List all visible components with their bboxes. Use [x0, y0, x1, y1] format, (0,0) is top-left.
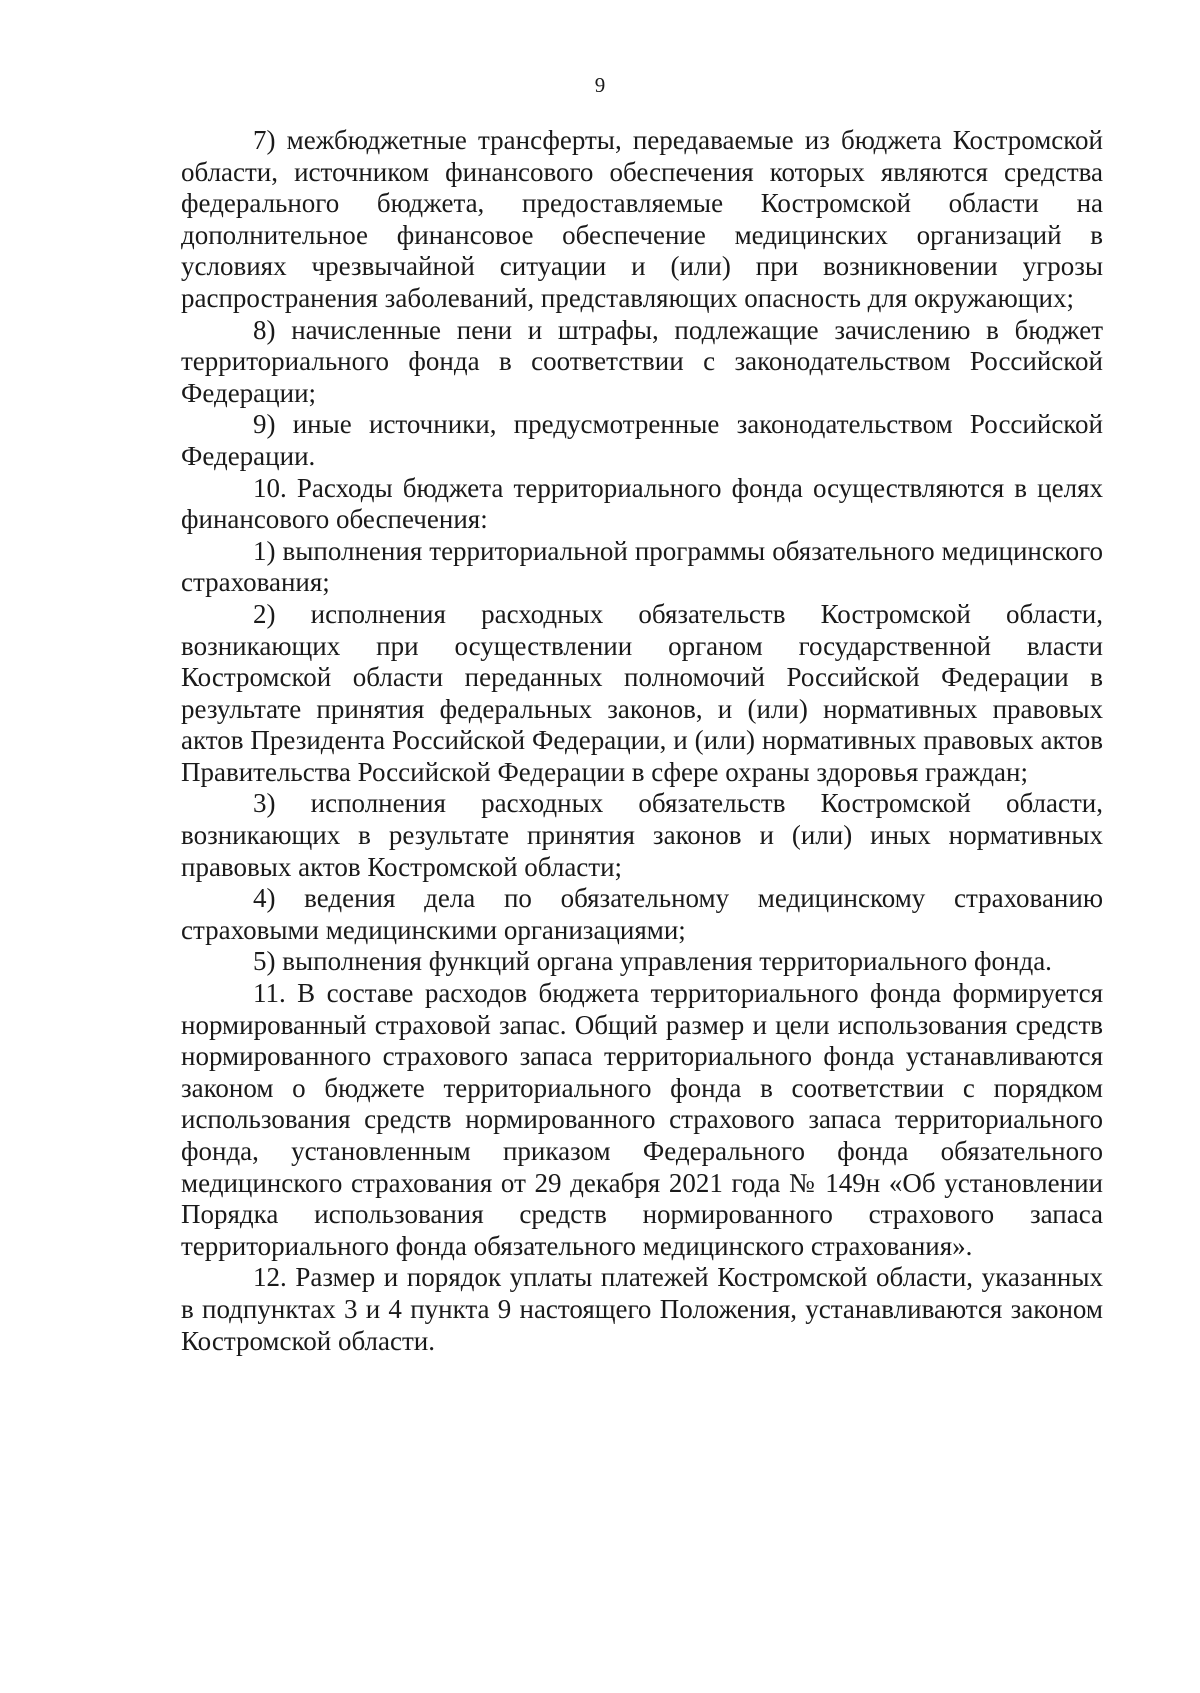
- paragraph-10-3-regional-obligations: 3) исполнения расходных обязательств Костромской области, возникающих в результате принятия законов и (или) иных нормативных правовых актов Костромской области;: [181, 788, 1103, 882]
- paragraph-10-4-insurance-organizations: 4) ведения дела по обязательному медицинскому страхованию страховыми медицинскими организациями;: [181, 883, 1103, 945]
- document-body: [181, 125, 1103, 1357]
- paragraph-7-interbudget-transfers: 7) межбюджетные трансферты, передаваемые из бюджета Костромской области, источником финансового обеспечения которых являются средства федерального бюджета, предоставляемые Костромской области на дополнительное финансовое обеспечение медицинских организаций в условиях чрезвычайной ситуации и (или) при возникновении угрозы распространения заболеваний, представляющих опасность для окружающих;: [181, 125, 1103, 313]
- paragraph-8-penalties-fines: 8) начисленные пени и штрафы, подлежащие зачислению в бюджет территориального фонда в соответствии с законодательством Российской Федерации;: [181, 314, 1103, 408]
- paragraph-10-5-management-functions: 5) выполнения функций органа управления территориального фонда.: [253, 946, 1052, 977]
- paragraph-10-2-federal-powers: 2) исполнения расходных обязательств Костромской области, возникающих при осуществлении органом государственной власти Костромской области переданных полномочий Российской Федерации в результате принятия федеральных законов, и (или) нормативных правовых актов Президента Российской Федерации, и (или) нормативных правовых актов Правительства Российской Федерации в сфере охраны здоровья граждан;: [181, 598, 1103, 787]
- paragraph-12-payments: 12. Размер и порядок уплаты платежей Костромской области, указанных в подпунктах 3 и 4 пункта 9 настоящего Положения, устанавливаются законом Костромской области.: [181, 1262, 1103, 1356]
- paragraph-10-expenses: 10. Расходы бюджета территориального фонда осуществляются в целях финансового обеспечения:: [181, 472, 1103, 535]
- paragraph-9-other-sources: 9) иные источники, предусмотренные законодательством Российской Федерации.: [181, 409, 1103, 471]
- paragraph-10-1-territorial-program: 1) выполнения территориальной программы обязательного медицинского страхования;: [181, 535, 1103, 598]
- page-number: 9: [594, 73, 606, 97]
- paragraph-11-insurance-reserve: 11. В составе расходов бюджета территориального фонда формируется нормированный страховой запас. Общий размер и цели использования средств нормированного страхового запаса территориального фонда устанавливаются законом о бюджете территориального фонда в соответствии с порядком использования средств нормированного страхового запаса территориального фонда, установленным приказом Федерального фонда обязательного медицинского страхования от 29 декабря 2021 года № 149н «Об установлении Порядка использования средств нормированного страхового запаса территориального фонда обязательного медицинского страхования».: [181, 978, 1103, 1261]
